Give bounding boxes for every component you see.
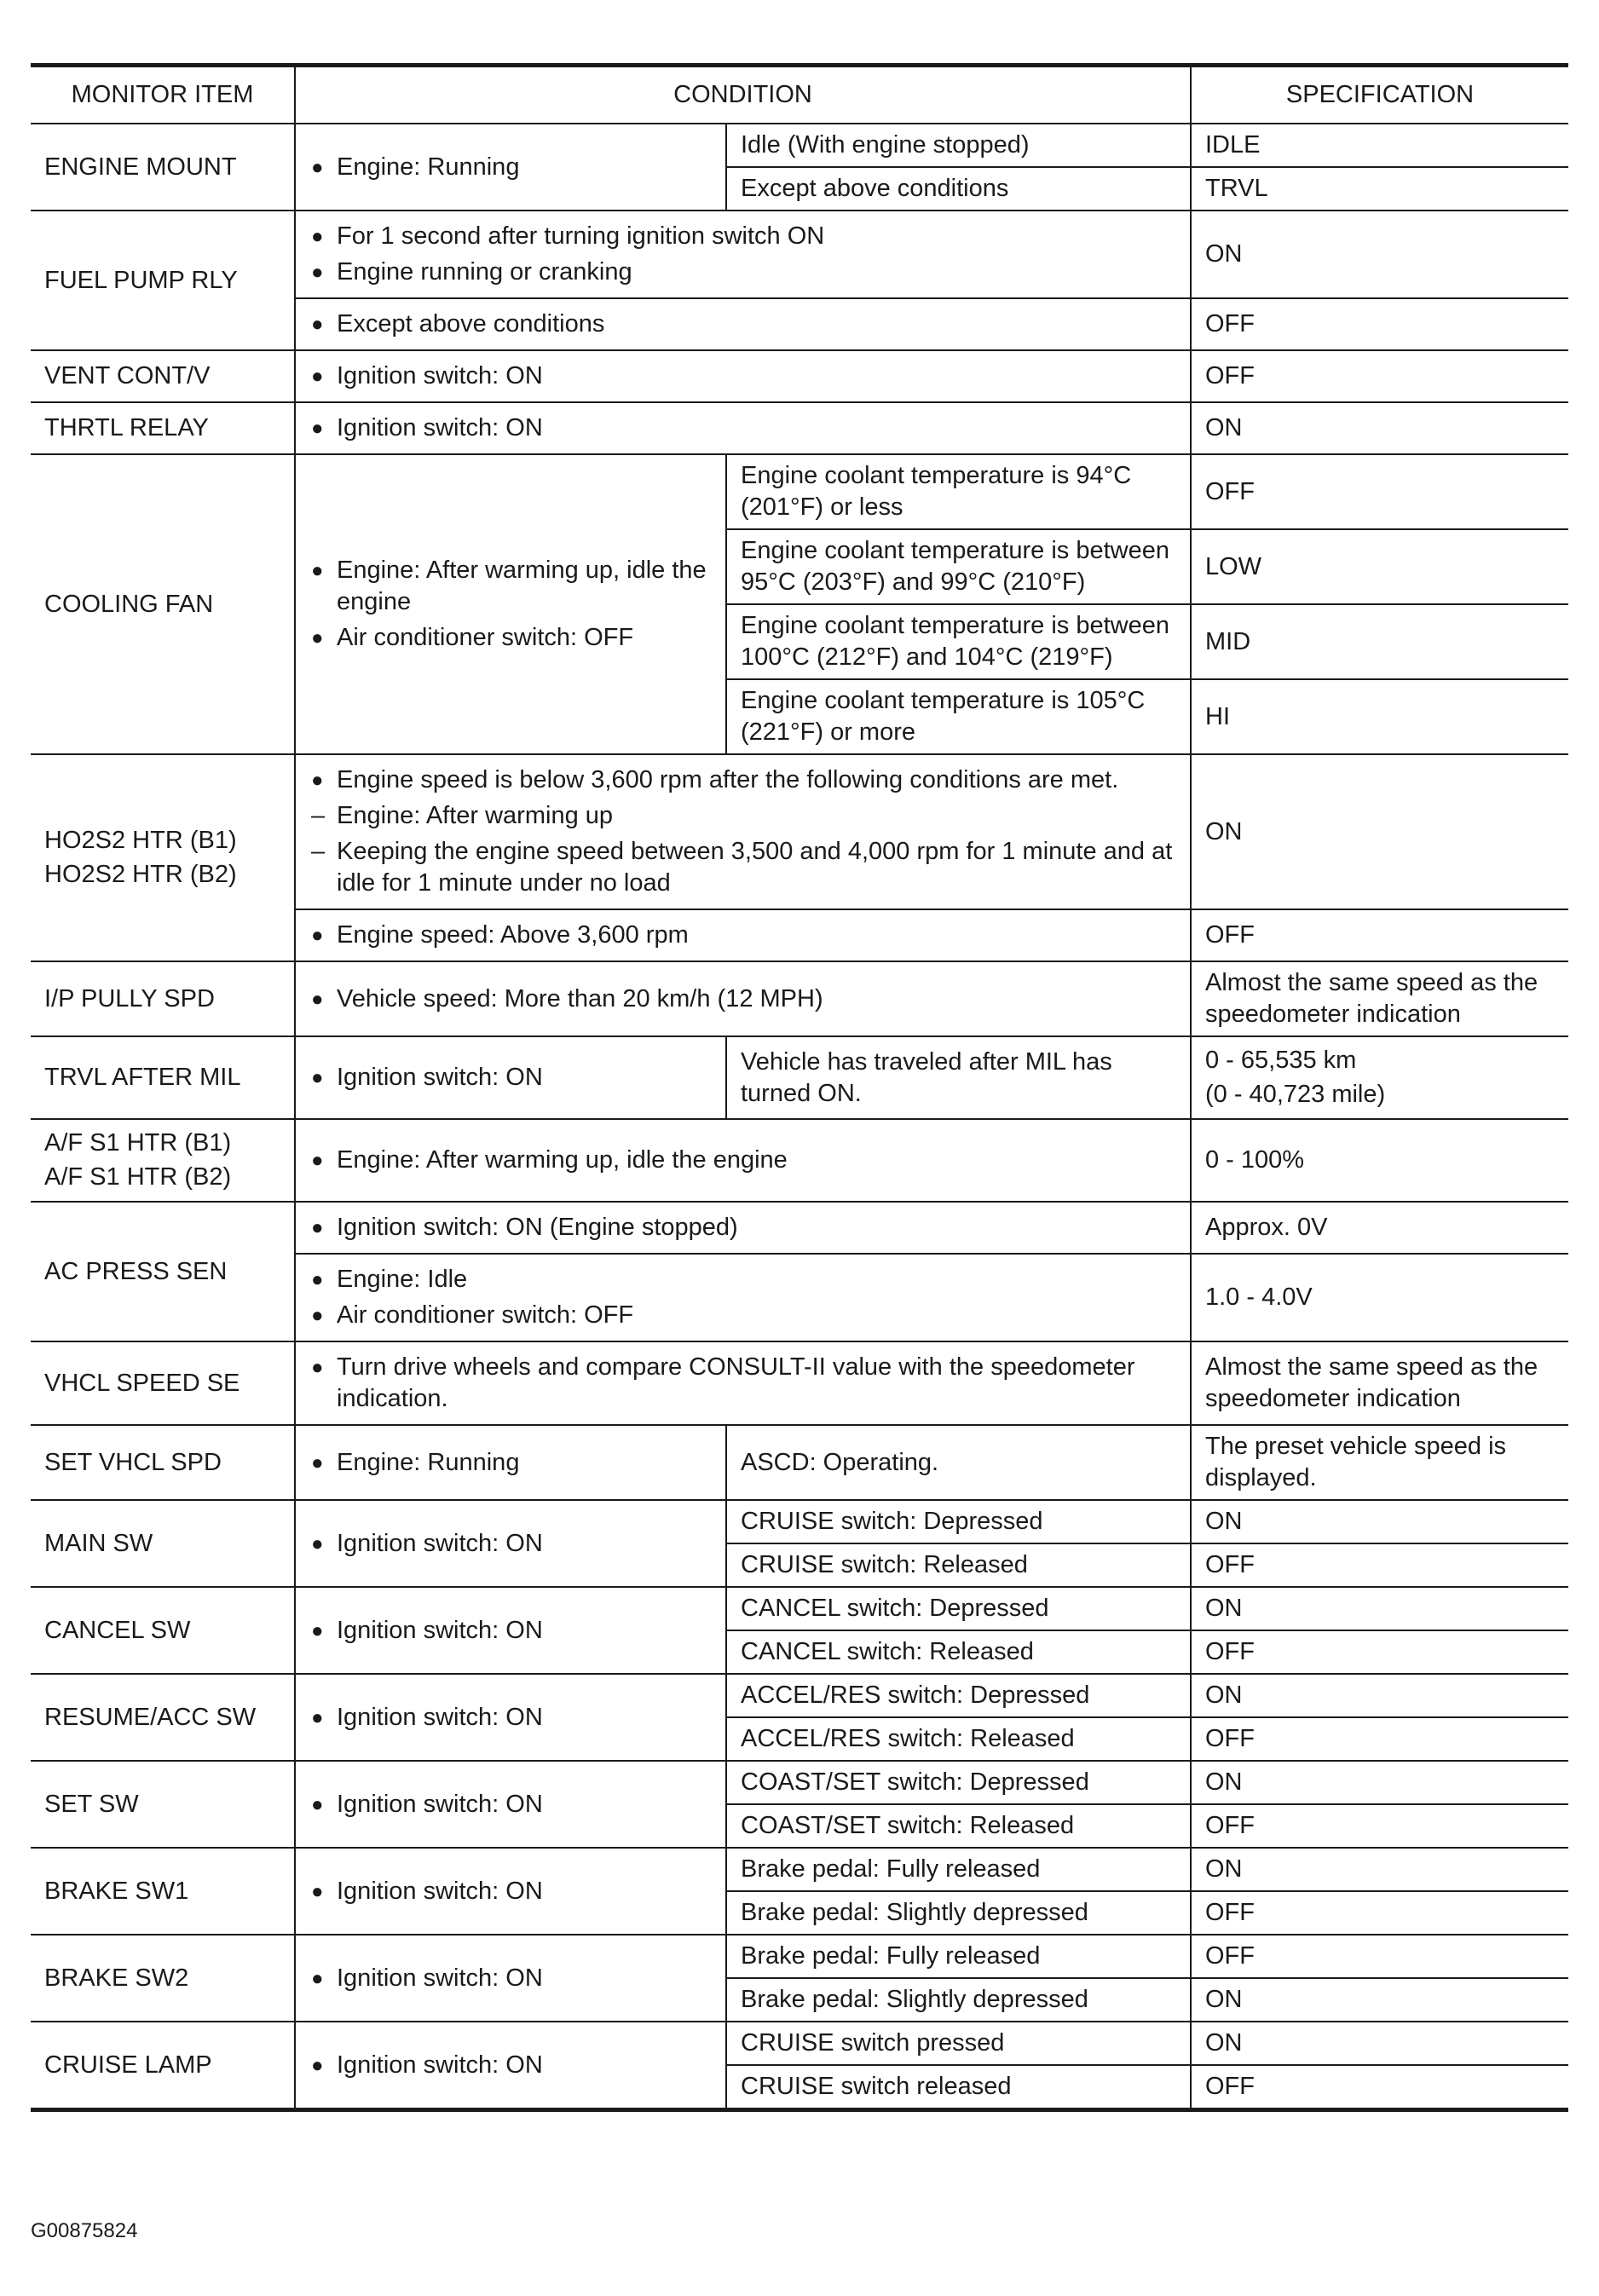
monitor-item: CANCEL SW — [31, 1587, 295, 1674]
condition-text: ● Ignition switch: ON — [309, 1876, 712, 1907]
condition-text: ● Ignition switch: ON — [309, 1963, 712, 1994]
condition-main — [295, 1425, 726, 1500]
table-row — [31, 1119, 1568, 1202]
condition-main — [295, 1761, 726, 1848]
condition-text: ● Engine speed: Above 3,600 rpm — [309, 920, 1176, 951]
table-row — [31, 211, 1568, 298]
condition-sub: Except above conditions — [726, 167, 1191, 211]
header-condition: CONDITION — [295, 66, 1191, 124]
condition-text: – Engine: After warming up — [309, 800, 1176, 832]
specification: IDLE — [1191, 124, 1568, 167]
condition-sub: ACCEL/RES switch: Released — [726, 1717, 1191, 1761]
monitor-item: VENT CONT/V — [31, 350, 295, 402]
header-monitor-item: MONITOR ITEM — [31, 66, 295, 124]
specification: OFF — [1191, 454, 1568, 529]
monitor-item-line: HO2S2 HTR (B2) — [44, 861, 237, 888]
condition-main — [295, 754, 1191, 909]
condition-text: ● Air conditioner switch: OFF — [309, 622, 712, 654]
table-row — [31, 1036, 1568, 1119]
table-row — [31, 350, 1568, 402]
specification: 0 - 100% — [1191, 1119, 1568, 1202]
table-row — [31, 1587, 1568, 1630]
condition-main — [295, 909, 1191, 961]
condition-text: – Keeping the engine speed between 3,500 and 4,000 rpm for 1 minute and at idle for 1 minute under no load — [309, 836, 1176, 899]
condition-text: ● Engine: After warming up, idle the engine — [309, 555, 712, 618]
condition-main — [295, 1119, 1191, 1202]
monitor-item-line: A/F S1 HTR (B2) — [44, 1163, 232, 1191]
specification: ON — [1191, 211, 1568, 298]
monitor-item: TRVL AFTER MIL — [31, 1036, 295, 1119]
specification: ON — [1191, 402, 1568, 454]
monitor-item: MAIN SW — [31, 1500, 295, 1587]
condition-text: ● Engine: After warming up, idle the engine — [309, 1145, 1176, 1176]
table-row — [31, 961, 1568, 1036]
monitor-spec-table — [31, 63, 1568, 2112]
table-row — [31, 1674, 1568, 1717]
condition-sub: CRUISE switch: Released — [726, 1543, 1191, 1587]
condition-main — [295, 1935, 726, 2022]
specification: Approx. 0V — [1191, 1202, 1568, 1254]
table-row — [31, 1935, 1568, 1978]
condition-text: ● Ignition switch: ON — [309, 1615, 712, 1647]
condition-text: ● Ignition switch: ON — [309, 1062, 712, 1093]
table-row — [31, 1761, 1568, 1804]
condition-sub: CRUISE switch released — [726, 2065, 1191, 2110]
condition-text: ● Ignition switch: ON — [309, 2050, 712, 2081]
condition-sub: Brake pedal: Slightly depressed — [726, 1978, 1191, 2022]
specification: ON — [1191, 1587, 1568, 1630]
monitor-item: RESUME/ACC SW — [31, 1674, 295, 1761]
condition-sub: CRUISE switch: Depressed — [726, 1500, 1191, 1543]
condition-sub: COAST/SET switch: Released — [726, 1804, 1191, 1848]
condition-main — [295, 1674, 726, 1761]
condition-text: ● For 1 second after turning ignition switch ON — [309, 221, 1176, 252]
condition-sub: CRUISE switch pressed — [726, 2022, 1191, 2065]
monitor-item — [31, 754, 295, 961]
table-row — [31, 754, 1568, 909]
specification: OFF — [1191, 1630, 1568, 1674]
specification: OFF — [1191, 1717, 1568, 1761]
specification: OFF — [1191, 298, 1568, 350]
specification: ON — [1191, 2022, 1568, 2065]
specification: OFF — [1191, 909, 1568, 961]
specification: Almost the same speed as the speedometer indication — [1191, 961, 1568, 1036]
specification — [1191, 1036, 1568, 1119]
condition-sub: CANCEL switch: Depressed — [726, 1587, 1191, 1630]
condition-text: ● Engine running or cranking — [309, 257, 1176, 288]
table-row — [31, 1848, 1568, 1891]
condition-sub: Engine coolant temperature is 105°C (221°F) or more — [726, 679, 1191, 754]
condition-text: ● Ignition switch: ON — [309, 412, 1176, 444]
monitor-item: ENGINE MOUNT — [31, 124, 295, 211]
figure-code: G00875824 — [31, 2219, 138, 2242]
condition-sub: COAST/SET switch: Depressed — [726, 1761, 1191, 1804]
monitor-item — [31, 1119, 295, 1202]
monitor-item: I/P PULLY SPD — [31, 961, 295, 1036]
condition-sub: Brake pedal: Fully released — [726, 1935, 1191, 1978]
monitor-item: THRTL RELAY — [31, 402, 295, 454]
condition-sub: Engine coolant temperature is 94°C (201°F) or less — [726, 454, 1191, 529]
condition-sub: Engine coolant temperature is between 95°C (203°F) and 99°C (210°F) — [726, 529, 1191, 604]
condition-main — [295, 1202, 1191, 1254]
condition-text: ● Engine speed is below 3,600 rpm after the following conditions are met. — [309, 764, 1176, 796]
table-row — [31, 1202, 1568, 1254]
specification: ON — [1191, 1848, 1568, 1891]
condition-main — [295, 961, 1191, 1036]
monitor-item: AC PRESS SEN — [31, 1202, 295, 1341]
specification: OFF — [1191, 1891, 1568, 1935]
table-row — [31, 2022, 1568, 2065]
specification: OFF — [1191, 2065, 1568, 2110]
monitor-item-line: A/F S1 HTR (B1) — [44, 1129, 232, 1157]
monitor-item: FUEL PUMP RLY — [31, 211, 295, 350]
specification: Almost the same speed as the speedometer indication — [1191, 1341, 1568, 1425]
condition-text: ● Except above conditions — [309, 309, 1176, 340]
monitor-item: CRUISE LAMP — [31, 2022, 295, 2110]
header-row — [31, 66, 1568, 124]
table-row — [31, 1425, 1568, 1500]
specification: ON — [1191, 1761, 1568, 1804]
monitor-item: VHCL SPEED SE — [31, 1341, 295, 1425]
condition-main — [295, 1848, 726, 1935]
condition-text: ● Ignition switch: ON — [309, 1789, 712, 1820]
condition-text: ● Ignition switch: ON — [309, 361, 1176, 392]
condition-sub: ACCEL/RES switch: Depressed — [726, 1674, 1191, 1717]
condition-main — [295, 402, 1191, 454]
condition-sub: Engine coolant temperature is between 100°C (212°F) and 104°C (219°F) — [726, 604, 1191, 679]
condition-text: ● Engine: Running — [309, 1447, 712, 1479]
specification: LOW — [1191, 529, 1568, 604]
condition-main — [295, 1341, 1191, 1425]
header-specification: SPECIFICATION — [1191, 66, 1568, 124]
condition-text: ● Air conditioner switch: OFF — [309, 1300, 1176, 1331]
table-row — [31, 1500, 1568, 1543]
specification: ON — [1191, 754, 1568, 909]
condition-text: ● Engine: Running — [309, 152, 712, 183]
condition-sub: ASCD: Operating. — [726, 1425, 1191, 1500]
condition-sub: CANCEL switch: Released — [726, 1630, 1191, 1674]
table-row — [31, 1341, 1568, 1425]
condition-text: ● Ignition switch: ON — [309, 1528, 712, 1560]
table-row — [31, 454, 1568, 529]
condition-main — [295, 1500, 726, 1587]
specification: OFF — [1191, 1935, 1568, 1978]
condition-text: ● Vehicle speed: More than 20 km/h (12 MPH) — [309, 984, 1176, 1015]
specification-line: (0 - 40,723 mile) — [1205, 1081, 1386, 1108]
condition-main — [295, 211, 1191, 298]
condition-main — [295, 124, 726, 211]
condition-main — [295, 454, 726, 754]
monitor-item: BRAKE SW1 — [31, 1848, 295, 1935]
specification: 1.0 - 4.0V — [1191, 1254, 1568, 1341]
specification: OFF — [1191, 350, 1568, 402]
table-row — [31, 124, 1568, 167]
specification: HI — [1191, 679, 1568, 754]
monitor-item: BRAKE SW2 — [31, 1935, 295, 2022]
condition-main — [295, 1254, 1191, 1341]
specification: The preset vehicle speed is displayed. — [1191, 1425, 1568, 1500]
condition-main — [295, 1587, 726, 1674]
condition-main — [295, 2022, 726, 2110]
specification: OFF — [1191, 1804, 1568, 1848]
condition-text: ● Ignition switch: ON (Engine stopped) — [309, 1212, 1176, 1243]
condition-sub: Brake pedal: Fully released — [726, 1848, 1191, 1891]
monitor-item-line: HO2S2 HTR (B1) — [44, 827, 237, 854]
monitor-item: SET VHCL SPD — [31, 1425, 295, 1500]
specification: OFF — [1191, 1543, 1568, 1587]
condition-text: ● Ignition switch: ON — [309, 1702, 712, 1734]
monitor-item: COOLING FAN — [31, 454, 295, 754]
specification: ON — [1191, 1674, 1568, 1717]
monitor-item: SET SW — [31, 1761, 295, 1848]
condition-main — [295, 298, 1191, 350]
condition-main — [295, 350, 1191, 402]
condition-sub: Brake pedal: Slightly depressed — [726, 1891, 1191, 1935]
specification: ON — [1191, 1500, 1568, 1543]
condition-main — [295, 1036, 726, 1119]
condition-sub: Idle (With engine stopped) — [726, 124, 1191, 167]
condition-sub: Vehicle has traveled after MIL has turned ON. — [726, 1036, 1191, 1119]
specification-line: 0 - 65,535 km — [1205, 1047, 1357, 1074]
condition-text: ● Engine: Idle — [309, 1264, 1176, 1295]
condition-text: ● Turn drive wheels and compare CONSULT-II value with the speedometer indication. — [309, 1352, 1176, 1415]
specification: MID — [1191, 604, 1568, 679]
specification: TRVL — [1191, 167, 1568, 211]
specification: ON — [1191, 1978, 1568, 2022]
table-row — [31, 402, 1568, 454]
